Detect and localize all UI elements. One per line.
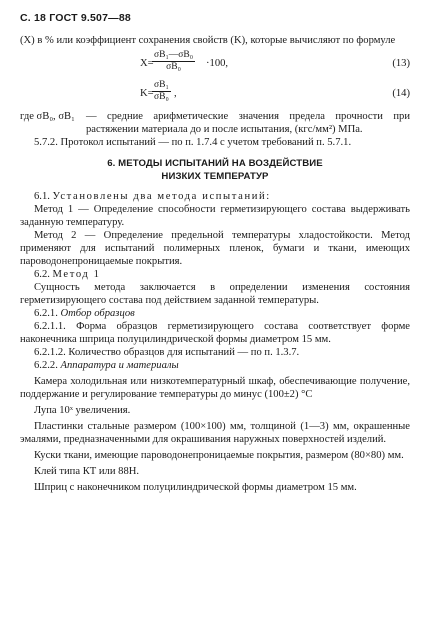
formula-13-fraction	[152, 50, 195, 73]
paragraph-6-2-1-number: 6.2.1.	[34, 308, 58, 319]
paragraph-6-2-title: Метод 1	[52, 269, 101, 280]
item-glue: Клей типа КТ или 88Н.	[34, 466, 140, 477]
formula-14-lhs: K=	[140, 88, 154, 99]
paragraph-6-2-2-number: 6.2.2.	[34, 360, 58, 371]
paragraph-6-1	[20, 190, 410, 203]
formula-13	[20, 50, 410, 76]
formula-13-denominator: σB₀	[166, 62, 181, 72]
formula-13-rest: ·100,	[206, 58, 229, 69]
document-page	[20, 12, 410, 494]
formula-14	[20, 80, 410, 106]
paragraph-6-2-1-title: Отбор образцов	[60, 308, 135, 319]
paragraph-6-2-1-2: 6.2.1.2. Количество образцов для испытаний — по п. 1.3.7.	[34, 347, 300, 358]
page-header: С. 18 ГОСТ 9.507—88	[20, 12, 131, 24]
method-1: Метод 1 — Определение способности герметизирующего состава выдерживать заданную температуру.	[20, 204, 410, 228]
section-title	[20, 158, 410, 183]
item-chamber: Камера холодильная или низкотемпературный шкаф, обеспечивающие получение, поддержание и регулирование температуры до минус (100±2) °С	[20, 376, 410, 400]
method-2: Метод 2 — Определение предельной температуры хладостойкости. Метод применяют для испытаний полимерных пленок, бумаги и ткани, имеющих пароводонепроницаемые покрытия.	[20, 230, 410, 267]
paragraph-6-2	[20, 268, 410, 281]
paragraph-6-1-text: Установлены два метода испытаний:	[52, 191, 271, 202]
paragraph-6-2-2-title: Аппаратура и материалы	[60, 360, 179, 371]
formula-13-lhs: X=	[140, 58, 154, 69]
where-block	[20, 110, 410, 136]
formula-14-numerator: σB₁	[154, 80, 169, 90]
formula-13-numerator: σB₁—σB₀	[154, 50, 194, 60]
formula-14-rest: ,	[174, 88, 177, 99]
formula-13-number: (13)	[392, 58, 410, 69]
paragraph-6-2-2	[20, 359, 410, 372]
item-loupe: Лупа 10ˣ увеличения.	[34, 405, 131, 416]
paragraph-6-2-1-1: 6.2.1.1. Форма образцов герметизирующего состава соответствует форме наконечника шприца полуцилиндрической формы диаметром 15 мм.	[20, 321, 410, 345]
where-text: — средние арифметические значения предела прочности при растяжении материала до и после испытания, (кгс/мм²) МПа.	[86, 111, 410, 135]
paragraph-6-1-number: 6.1.	[34, 191, 50, 202]
paragraph-6-2-number: 6.2.	[34, 269, 50, 280]
formula-14-fraction	[152, 80, 171, 103]
item-plates: Пластинки стальные размером (100×100) мм, толщиной (1—3) мм, окрашенные эмалями, предназначенными для окрашивания наружных поверхностей изделий.	[20, 421, 410, 445]
intro-paragraph: (X) в % или коэффициент сохранения свойств (K), которые вычисляют по формуле	[20, 35, 396, 46]
formula-14-denominator: σB₀	[154, 92, 169, 102]
where-label: где σB₀, σB₁	[20, 111, 75, 122]
formula-14-number: (14)	[392, 88, 410, 99]
section-title-line-2: НИЗКИХ ТЕМПЕРАТУР	[161, 170, 269, 182]
paragraph-5-7-2: 5.7.2. Протокол испытаний — по п. 1.7.4 с учетом требований п. 5.7.1.	[34, 137, 352, 148]
item-fabric: Куски ткани, имеющие пароводонепроницаемые покрытия, размером (80×80) мм.	[34, 450, 404, 461]
paragraph-6-2-1	[20, 307, 410, 320]
section-title-line-1: 6. МЕТОДЫ ИСПЫТАНИЙ НА ВОЗДЕЙСТВИЕ	[107, 158, 323, 169]
paragraph-6-2-text: Сущность метода заключается в определении изменения состояния герметизирующего состава под действием заданной температуры.	[20, 282, 410, 306]
item-syringe: Шприц с наконечником полуцилиндрической формы диаметром 15 мм.	[34, 482, 357, 493]
